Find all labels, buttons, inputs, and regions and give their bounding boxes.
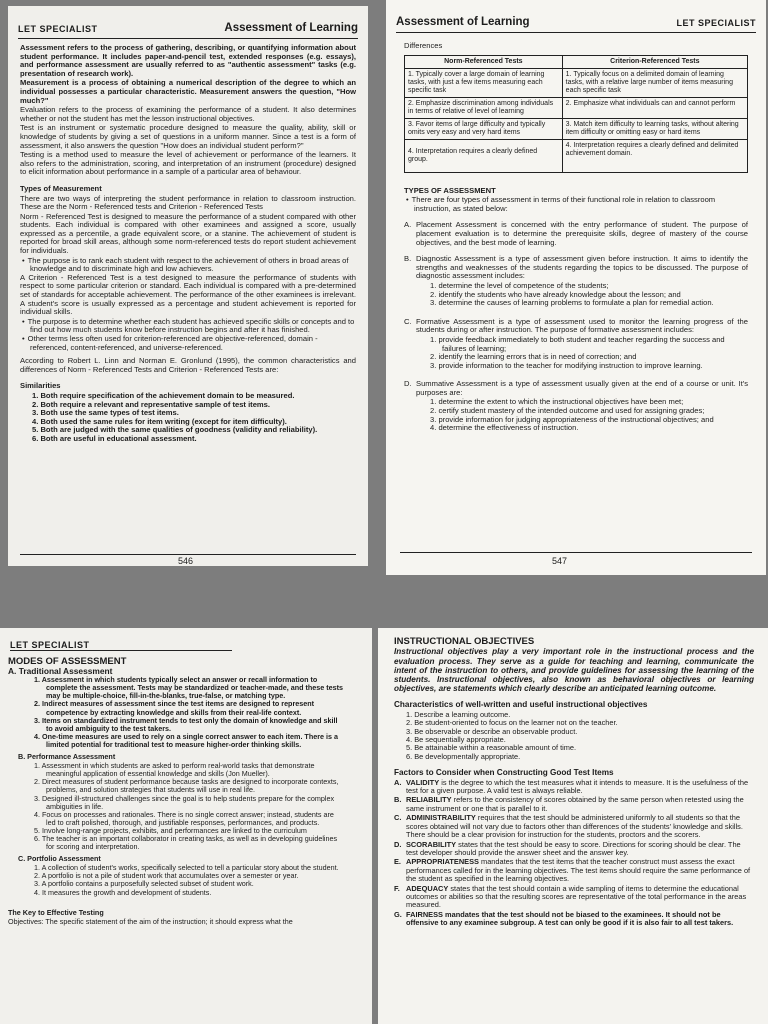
page-number: 546 — [178, 556, 194, 566]
page-body — [20, 44, 356, 444]
list-item: 4. Both used the same rules for item writing (except for item difficulty). — [32, 416, 287, 426]
page-modes-of-assessment — [0, 628, 372, 1024]
validity-item — [394, 779, 754, 796]
list-item: 4. Be sequentially appropriate. — [406, 735, 506, 745]
item-label: G. — [394, 909, 402, 919]
list-item: 3. determine the causes of learning problems to formulate a plan for remedial action. — [430, 298, 714, 308]
list-item: 1. determine the level of competence of the students; — [430, 280, 609, 290]
page-number: 547 — [552, 556, 568, 566]
list-item: • There are four types of assessment in terms of their functional role in relation to classroom instruction, as stated below: — [414, 196, 748, 213]
list-item: 1. Assessment in which students typically select an answer or recall information to complete the assessment. Tests may be standardized or teacher-made, and these tests may be multiple-choice, fill-in-the-blanks, true-false, or matching type. — [34, 675, 344, 701]
table-cell: 4. Interpretation requires a clearly defined and delimited achievement domain. — [562, 139, 747, 172]
list-item: 6. Be developmentally appropriate. — [406, 751, 521, 761]
table-header-row — [405, 55, 748, 68]
list-item: 4. One-time measures are used to rely on a single correct answer to each item. There is a limited potential for traditional test to measure higher-order thinking skills. — [34, 731, 338, 749]
list-item: 3. provide information to the teacher for modifying instruction to improve learning. — [430, 360, 703, 370]
traditional-list — [34, 676, 344, 749]
list-item: • The purpose is to determine whether each student has achieved specific skills or concepts and to find out how much students know before instruction begins and after it has finished. — [30, 318, 356, 335]
table-cell: 3. Match item difficulty to learning tasks, without altering item difficulty or omitting easy or hard items — [562, 118, 747, 139]
objectives-heading: INSTRUCTIONAL OBJECTIVES — [394, 636, 535, 647]
factor-term: RELIABILITY — [406, 795, 452, 805]
types-heading: Types of Measurement — [20, 183, 102, 193]
adequacy-item — [394, 885, 754, 910]
factor-term: ADEQUACY — [406, 883, 449, 893]
traditional-heading: A. Traditional Assessment — [8, 666, 113, 677]
formative-list — [430, 336, 748, 370]
characteristics-heading: Characteristics of well-written and useful instructional objectives — [394, 700, 648, 710]
differences-table — [404, 55, 748, 173]
page-body — [404, 42, 748, 433]
factor-text: requires that the test should be administered uniformly to all students so that the scores obtained will not vary due to factors other than differences of the students' knowledge and skills. There should be a clear provision for instruction for the students, proctors and the scorers. — [406, 813, 743, 840]
table-row — [405, 139, 748, 172]
key-heading: The Key to Effective Testing — [8, 907, 104, 917]
factor-text: mandates that the test items that the teacher construct must assess the exact performances called for in the learning objectives. The test items should require the same performance of the student as specified in the learning objectives. — [406, 857, 751, 884]
summative-text: Summative Assessment is a type of assessment usually given at the end of a course or unit. It's purposes are: — [416, 379, 748, 397]
portfolio-list — [34, 864, 344, 896]
placement-text: Placement Assessment is concerned with the entry performance of student. The purpose of placement evaluation is to determine the prerequisite skills, degree of mastery of the course objectives, and the best mode of learning. — [416, 220, 748, 247]
header-rule — [18, 38, 358, 39]
norm-bullets — [27, 255, 356, 274]
list-item: 2. certify student mastery of the intended outcome and used for assigning grades; — [430, 406, 705, 416]
types-intro: There are two ways of interpreting the student performance in relation to classroom instruction. These are the Norm - Referenced tests and Criterion - Referenced Tests — [20, 193, 356, 212]
table-cell: 1. Typically focus on a delimited domain of learning tasks, with a relative large number of items measuring each specific task — [562, 68, 747, 97]
item-label: A. — [404, 220, 412, 230]
table-header: Norm-Referenced Tests — [405, 55, 563, 68]
portfolio-heading: C. Portfolio Assessment — [18, 854, 101, 864]
list-item: 6. The teacher is an important collaborator in creating tasks, as well as in developing guidelines for scoring and interpretation. — [34, 833, 338, 852]
item-label: B. — [404, 254, 412, 264]
list-item: 1. A collection of student's works, specifically selected to tell a particular story about the student. — [34, 863, 339, 873]
summative-list — [430, 398, 748, 432]
page-instructional-objectives — [378, 628, 768, 1024]
item-label: C. — [394, 813, 402, 823]
fairness-item — [394, 911, 754, 928]
objectives-intro: Instructional objectives play a very important role in the instructional process and the evaluation process. They serve as a guide for teaching and learning, communicate the intent of the instruction to others, and provide guidelines for assessing the learning of the students. Instructional objectives, also known as behavioral objectives or learning objectives, are statements which clearly describe an anticipated learning outcome. — [394, 647, 754, 694]
page-title: Assessment of Learning — [224, 22, 358, 34]
item-label: E. — [394, 857, 401, 867]
brand-logo: LET SPECIALIST — [18, 24, 98, 34]
table-cell: 1. Typically cover a large domain of learning tasks, with just a few items measuring each specific task — [405, 68, 563, 97]
list-item: 6. Both are useful in educational assessment. — [32, 433, 197, 443]
table-header: Criterion-Referenced Tests — [562, 55, 747, 68]
header-rule — [396, 32, 756, 33]
factor-term: FAIRNESS — [406, 909, 443, 919]
factor-text: refers to the consistency of scores obtained by the same person when retested using the same instrument or one that is parallel to it. — [406, 795, 744, 813]
modes-heading: MODES OF ASSESSMENT — [8, 656, 127, 667]
factor-text: states that the test should contain a wide sampling of items to determine the educational outcomes or abilities so that the resulting scores are representative of the total performance in the areas measured. — [406, 883, 747, 910]
list-item: 3. Designed ill-structured challenges since the goal is to help students prepare for the complex ambiguities in life. — [34, 793, 335, 811]
linn-para: According to Robert L. Linn and Norman E. Gronlund (1995), the common characteristics and differences of Norm - Referenced Tests and Criterion - Referenced Tests are: — [20, 356, 356, 374]
list-item: • The purpose is to rank each student with respect to the achievement of others in broad areas of knowledge and to discriminate high and low achievers. — [30, 257, 356, 274]
table-row — [405, 118, 748, 139]
scorability-item — [394, 841, 754, 858]
factors-heading: Factors to Consider when Constructing Good Test Items — [394, 768, 614, 778]
list-item: 4. determine the effectiveness of instruction. — [430, 423, 579, 433]
list-item: 1. determine the extent to which the instructional objectives have been met; — [430, 397, 684, 407]
table-cell: 2. Emphasize what individuals can and cannot perform — [562, 97, 747, 118]
types-heading: TYPES OF ASSESSMENT — [404, 185, 496, 195]
reliability-item — [394, 796, 754, 813]
factor-term: APPROPRIATENESS — [406, 857, 479, 867]
list-item: 5. Involve long-range projects, exhibits, and performances are linked to the curriculum — [34, 825, 307, 835]
list-item: 2. Both require a relevant and representative sample of test items. — [32, 399, 271, 409]
characteristics-list — [406, 711, 754, 761]
item-label: B. — [394, 795, 402, 805]
factor-term: ADMINISTRABILITY — [406, 813, 476, 823]
list-item: • Other terms less often used for criterion-referenced are objective-referenced, domain -referenced, content-referenced, and universe-referenced. — [30, 335, 356, 352]
factor-term: SCORABILITY — [406, 839, 457, 849]
performance-list — [34, 762, 344, 851]
list-item: 1. Both require specification of the achievement domain to be measured. — [32, 390, 295, 400]
factor-text: mandates that the test should not be biased to the examinees. It should not be offensive to any examinee subgroup. A test can only be good if it is also fair to all test takers. — [406, 909, 734, 928]
factor-text: is the degree to which the test measures what it intends to measure. It is the usefulness of the test for a given purpose. A valid test is always reliable. — [406, 777, 749, 796]
norm-para: Norm - Referenced Test is designed to measure the performance of a student compared with other students. Each individual is compared with other examinees and assigned a score, usually expressed as a percentile, a grade equivalent score, or a stanine. The achievement of student is reported for broad skill areas, although some norm-referenced tests do report student achievement for individuals. — [20, 211, 356, 256]
table-cell: 4. Interpretation requires a clearly defined group. — [405, 139, 563, 172]
summative-item — [404, 380, 748, 433]
list-item: 4. Focus on processes and rationales. There is no single correct answer; instead, students are led to craft polished, thorough, and justifiable responses, performances, and products. — [34, 809, 334, 827]
list-item: 2. Direct measures of student performance because tasks are designed to incorporate contexts, problems, and solution strategies that students will use in real life. — [34, 777, 339, 795]
factor-text: states that the test should be easy to score. Directions for scoring should be clear. The test developer should provide the answer sheet and the answer key. — [406, 839, 741, 857]
criterion-bullets — [27, 316, 356, 352]
list-item: 3. Both use the same types of test items. — [32, 408, 179, 418]
assessment-para: Assessment refers to the process of gathering, describing, or quantifying information about student performance. It includes paper-and-pencil test, extended responses (e.g. essays), and performance assessment are usually referred to as "authentic assessment" tasks (e.g. presentation of research work). — [20, 43, 356, 78]
footer-rule — [400, 552, 752, 553]
diagnostic-item — [404, 255, 748, 308]
list-item: 1. provide feedback immediately to both student and teacher regarding the success and failures of learning; — [430, 334, 725, 353]
page-547 — [386, 0, 766, 575]
page-body — [8, 658, 344, 927]
item-label: D. — [404, 379, 412, 389]
page-title: Assessment of Learning — [396, 16, 530, 28]
placement-item — [404, 221, 748, 247]
criterion-para: A Criterion - Referenced Test is a test designed to measure the performance of students with respect to some particular criterion or standard. Each individual is compared with a pre-determined set of standards for acceptable achievement. The performance of the other examinees is irrelevant. A student's score is usually expressed as a percentage and student achievement is reported for individual skills. — [20, 272, 356, 317]
appropriateness-item — [394, 858, 754, 883]
list-item: 2. identify the students who have already knowledge about the lesson; and — [430, 289, 681, 299]
footer-rule — [20, 554, 356, 555]
item-label: F. — [394, 883, 400, 893]
table-cell: 3. Favor items of large difficulty and typically omits very easy and very hard items — [405, 118, 563, 139]
administrability-item — [394, 814, 754, 839]
similarities-list — [32, 392, 356, 444]
page-header — [396, 14, 756, 32]
page-546 — [8, 6, 368, 566]
item-label: D. — [394, 839, 402, 849]
formative-text: Formative Assessment is a type of assessment used to monitor the learning progress of the students during or after instruction. The purpose of formative assessment includes: — [416, 316, 748, 335]
list-item: 2. Indirect measures of assessment since the test items are designed to represent competence by extracting knowledge and skills from their real-life context. — [34, 699, 315, 717]
diagnostic-text: Diagnostic Assessment is a type of assessment given before instruction. It aims to identify the strengths and weaknesses of the students regarding the topics to be discussed. The purpose of diagnostic assessment includes: — [416, 254, 748, 281]
list-item: 2. A portfolio is not a pile of student work that accumulates over a semester or year. — [34, 871, 299, 881]
table-row — [405, 97, 748, 118]
list-item: 1. Assessment in which students are asked to perform real-world tasks that demonstrate meaningful application of essential knowledge and skills (Jon Mueller). — [34, 761, 315, 779]
similarities-heading: Similarities — [20, 381, 61, 391]
list-item: 5. Both are judged with the same qualities of goodness (validity and reliability). — [32, 425, 318, 435]
key-text: Objectives: The specific statement of the aim of the instruction; it should express what the — [8, 916, 293, 926]
testing-para: Testing is a method used to measure the level of achievement or performance of the learners. It also refers to the administration, scoring, and interpretation of an instrument (procedure) designed to elicit information about performance in a sample of a particular area of behaviour. — [20, 150, 356, 177]
brand-logo: LET SPECIALIST — [676, 18, 756, 28]
types-intro-list — [411, 195, 748, 213]
list-item: 2. Be student-oriented to focus on the learner not on the teacher. — [406, 718, 618, 728]
page-header — [18, 20, 358, 38]
page-header — [10, 636, 362, 654]
diagnostic-list — [430, 282, 748, 308]
table-cell: 2. Emphasize discrimination among individuals in terms of relative of level of learning — [405, 97, 563, 118]
list-item: 3. Items on standardized instrument tends to test only the domain of knowledge and skill to avoid ambiguity to the test takers. — [34, 715, 338, 733]
list-item: 4. It measures the growth and development of students. — [34, 887, 212, 897]
table-row — [405, 68, 748, 97]
measurement-para: Measurement is a process of obtaining a numerical description of the degree to which an individual possesses a particular characteristic. Measurement answers the question, "How much?" — [20, 78, 356, 105]
list-item: 2. identify the learning errors that is in need of correction; and — [430, 352, 637, 362]
brand-logo: LET SPECIALIST — [10, 640, 90, 650]
item-label: C. — [404, 316, 412, 326]
factor-term: VALIDITY — [406, 777, 440, 787]
formative-item — [404, 318, 748, 371]
list-item: 3. A portfolio contains a purposefully selected subset of student work. — [34, 879, 254, 889]
test-para: Test is an instrument or systematic procedure designed to measure the quality, ability, skill or knowledge of students by giving a set of questions in a uniform manner. Since a test is a form of assessment, it also answers the question "How does an individual student perform?" — [20, 123, 356, 150]
list-item: 1. Describe a learning outcome. — [406, 709, 511, 719]
performance-heading: B. Performance Assessment — [18, 752, 116, 762]
factors-list — [394, 779, 754, 928]
evaluation-para: Evaluation refers to the process of examining the performance of a student. It also determines whether or not the student has met the lesson instructional objectives. — [20, 105, 356, 123]
header-rule — [10, 650, 232, 651]
item-label: A. — [394, 777, 402, 787]
list-item: 3. provide information for judging appropriateness of the instructional objectives; and — [430, 414, 714, 424]
list-item: 5. Be attainable within a reasonable amount of time. — [406, 743, 577, 753]
list-item: 3. Be observable or describe an observable product. — [406, 726, 578, 736]
differences-label: Differences — [404, 41, 443, 50]
page-body — [394, 638, 754, 929]
